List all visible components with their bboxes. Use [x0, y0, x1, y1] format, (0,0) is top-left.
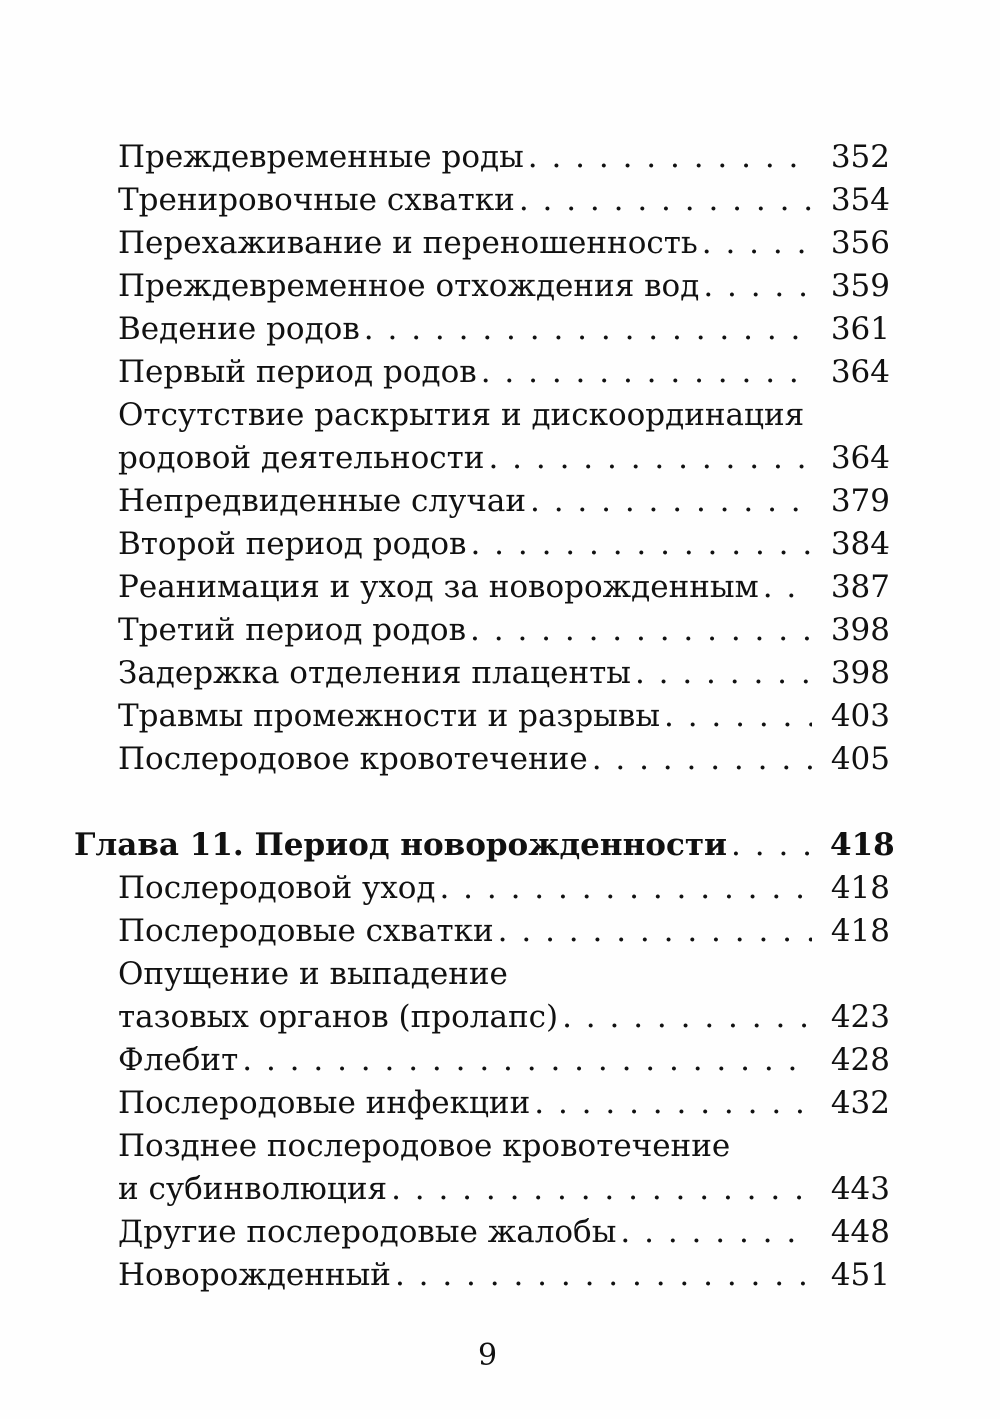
table-of-contents [74, 136, 895, 1297]
toc-page-number: 361 [830, 311, 890, 347]
toc-page-number: 359 [830, 268, 890, 304]
toc-entry[interactable] [118, 566, 890, 609]
toc-entry-multiline[interactable] [118, 953, 890, 996]
toc-entry-title: Ведение родов [118, 311, 360, 347]
toc-entry[interactable] [118, 695, 890, 738]
toc-chapter-heading[interactable] [74, 824, 895, 867]
toc-entry-title: Реанимация и уход за новорожденным [118, 569, 759, 605]
toc-entry-title: Флебит [118, 1042, 239, 1078]
toc-entry-title-line1: Опущение и выпадение [118, 956, 508, 992]
toc-entry-continuation[interactable] [118, 996, 890, 1039]
toc-entry-title: Преждевременные роды [118, 139, 524, 175]
dot-leader [439, 867, 812, 910]
dot-leader [470, 609, 812, 652]
toc-entry-title: Третий период родов [118, 612, 467, 648]
toc-entry-title: Другие послеродовые жалобы [118, 1214, 617, 1250]
toc-entry-title: Новорожденный [118, 1257, 391, 1293]
toc-page-number: 379 [830, 483, 890, 519]
dot-leader [395, 1254, 812, 1297]
toc-entry-title: Послеродовые схватки [118, 913, 494, 949]
toc-entry-title: Первый период родов [118, 354, 477, 390]
toc-entry-title-line2: тазовых органов (пролапс) [118, 999, 559, 1035]
dot-leader [664, 695, 812, 738]
dot-leader [763, 566, 812, 609]
toc-entry[interactable] [118, 523, 890, 566]
page-number-footer: 9 [477, 1338, 498, 1373]
toc-entry-title: Второй период родов [118, 526, 467, 562]
toc-page-number: 428 [830, 1042, 890, 1078]
dot-leader [528, 136, 812, 179]
dot-leader [488, 437, 812, 480]
dot-leader [620, 1211, 812, 1254]
toc-page-number: 384 [830, 526, 890, 562]
toc-entry[interactable] [118, 1082, 890, 1125]
toc-entry-title: Тренировочные схватки [118, 182, 515, 218]
toc-entry-title: Травмы промежности и разрывы [118, 698, 660, 734]
dot-leader [470, 523, 812, 566]
dot-leader [519, 179, 812, 222]
toc-page-number: 405 [830, 741, 890, 777]
toc-page-number: 354 [830, 182, 890, 218]
toc-entry[interactable] [118, 265, 890, 308]
toc-page-number: 403 [830, 698, 890, 734]
dot-leader [703, 265, 812, 308]
toc-entry-title: Перехаживание и переношенность [118, 225, 698, 261]
dot-leader [498, 910, 812, 953]
toc-page-number: 398 [830, 612, 890, 648]
toc-entry-title-line1: Позднее послеродовое кровотечение [118, 1128, 731, 1164]
chapter-page-number: 418 [830, 827, 895, 863]
toc-page-number: 356 [830, 225, 890, 261]
toc-page-number: 418 [830, 913, 890, 949]
chapter-title: Глава 11. Период новорожденности [74, 827, 728, 863]
toc-page-number: 451 [830, 1257, 890, 1293]
toc-entry-title: Преждевременное отхождения вод [118, 268, 700, 304]
toc-entry-title-line2: родовой деятельности [118, 440, 485, 476]
toc-entry-continuation[interactable] [118, 437, 890, 480]
toc-page-number: 387 [830, 569, 890, 605]
dot-leader [391, 1168, 812, 1211]
toc-entry[interactable] [118, 652, 890, 695]
toc-page-number: 423 [830, 999, 890, 1035]
dot-leader [530, 480, 812, 523]
toc-entry[interactable] [118, 738, 890, 781]
toc-page-number: 352 [830, 139, 890, 175]
dot-leader [481, 351, 812, 394]
toc-entry[interactable] [118, 609, 890, 652]
toc-entry[interactable] [118, 179, 890, 222]
dot-leader [635, 652, 812, 695]
toc-entry[interactable] [118, 1039, 890, 1082]
toc-entry-title: Послеродовые инфекции [118, 1085, 531, 1121]
toc-entry[interactable] [118, 222, 890, 265]
toc-entry[interactable] [118, 910, 890, 953]
toc-page-number: 448 [830, 1214, 890, 1250]
toc-entry[interactable] [118, 308, 890, 351]
toc-entry[interactable] [118, 480, 890, 523]
toc-entry-continuation[interactable] [118, 1168, 890, 1211]
dot-leader [562, 996, 812, 1039]
dot-leader [592, 738, 812, 781]
toc-entry[interactable] [118, 1254, 890, 1297]
toc-page-number: 432 [830, 1085, 890, 1121]
toc-entry-multiline[interactable] [118, 394, 890, 437]
dot-leader [364, 308, 812, 351]
dot-leader [731, 824, 812, 867]
toc-page-number: 364 [830, 440, 890, 476]
dot-leader [534, 1082, 812, 1125]
toc-entry-title-line1: Отсутствие раскрытия и дискоординация [118, 397, 805, 433]
toc-entry-title: Задержка отделения плаценты [118, 655, 631, 691]
toc-entry-multiline[interactable] [118, 1125, 890, 1168]
toc-entry-title-line2: и субинволюция [118, 1171, 388, 1207]
toc-entry-title: Послеродовой уход [118, 870, 436, 906]
toc-entry[interactable] [118, 867, 890, 910]
toc-entry[interactable] [118, 351, 890, 394]
dot-leader [702, 222, 812, 265]
toc-page-number: 398 [830, 655, 890, 691]
toc-entry[interactable] [118, 1211, 890, 1254]
dot-leader [242, 1039, 812, 1082]
toc-entry[interactable] [118, 136, 890, 179]
toc-page-number: 443 [830, 1171, 890, 1207]
toc-page-number: 418 [830, 870, 890, 906]
toc-entry-title: Послеродовое кровотечение [118, 741, 588, 777]
toc-entry-title: Непредвиденные случаи [118, 483, 526, 519]
toc-page-number: 364 [830, 354, 890, 390]
